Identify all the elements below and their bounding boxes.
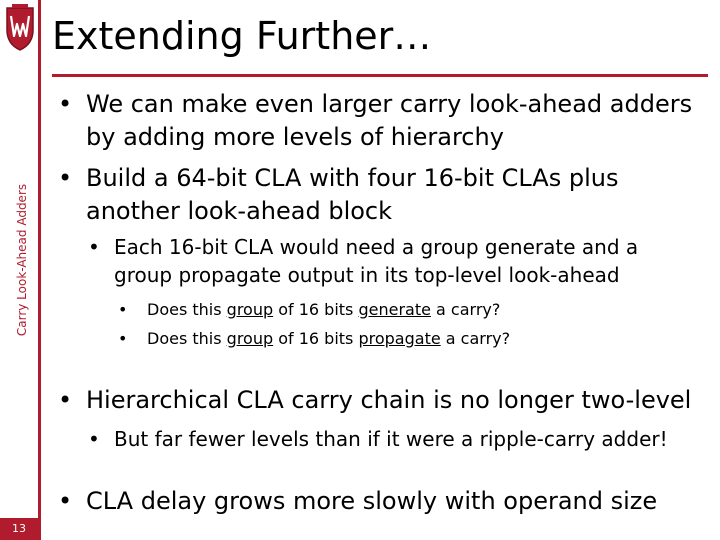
title-rule [52,74,708,77]
bullet-marker: • [58,90,73,118]
bullet-marker: • [58,487,73,515]
sidebar [0,0,44,540]
sidebar-section-label: Carry Look-Ahead Adders [15,183,29,337]
sub-bullet-text: Each 16-bit CLA would need a group generate and a [114,235,639,259]
sub-bullet-marker: • [88,235,100,259]
sub-sub-bullet-text: Does this group of 16 bits propagate a carry? [147,329,511,348]
sidebar-divider [38,0,41,540]
bullet-text: another look-ahead block [86,197,393,225]
sub-sub-bullet-marker: • [118,329,128,348]
university-crest-icon [3,2,37,52]
bullet-text: Build a 64-bit CLA with four 16-bit CLAs plus [86,164,619,192]
bullet-text: CLA delay grows more slowly with operand size [86,487,658,515]
bullet-marker: • [58,386,73,414]
sub-bullet-text: But far fewer levels than if it were a ripple-carry adder! [114,427,668,451]
sub-sub-bullet-text: Does this group of 16 bits generate a carry? [147,300,501,319]
sub-bullet-text: group propagate output in its top-level look-ahead [114,263,620,287]
page-number: 13 [0,518,38,540]
bullet-text: by adding more levels of hierarchy [86,123,504,151]
bullet-text: We can make even larger carry look-ahead adders [86,90,693,118]
sub-sub-bullet-marker: • [118,300,128,319]
slide-title: Extending Further… [52,14,432,58]
bullet-text: Hierarchical CLA carry chain is no longer two-level [86,386,692,414]
bullet-marker: • [58,164,73,192]
sub-bullet-marker: • [88,427,100,451]
